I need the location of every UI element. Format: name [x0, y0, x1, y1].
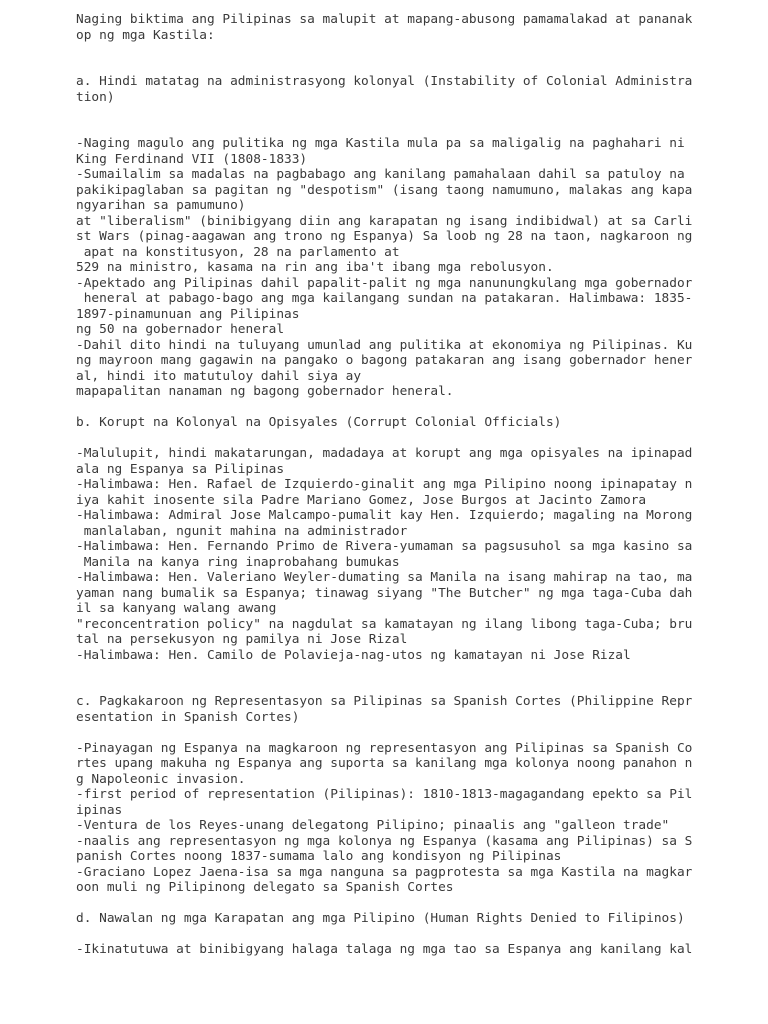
- document-line: tal na persekusyon ng pamilya ni Jose Rizal: [76, 632, 408, 647]
- document-line: tion): [76, 89, 115, 105]
- document-line: mapapalitan nanaman ng bagong gobernador heneral.: [76, 384, 454, 399]
- document-line: 529 na ministro, kasama na rin ang iba't ibang mga rebolusyon.: [76, 260, 554, 275]
- document-line: [76, 105, 756, 121]
- document-line: ng 50 na gobernador heneral: [76, 322, 285, 337]
- document-line: -Halimbawa: Hen. Fernando Primo de Rivera-yumaman sa pagsusuhol sa mga kasino sa: [76, 539, 693, 554]
- document-line: -Graciano Lopez Jaena-isa sa mga nanguna sa pagprotesta sa mga Kastila na magkar: [76, 864, 693, 880]
- document-line: ipinas: [76, 802, 123, 818]
- document-line: yaman nang bumalik sa Espanya; tinawag siyang "The Butcher" ng mga taga-Cuba dah: [76, 585, 693, 601]
- document-line: st Wars (pinag-aagawan ang trono ng Espanya) Sa loob ng 28 na taon, nagkaroon ng: [76, 229, 693, 244]
- document-line: [76, 431, 756, 447]
- document-line: il sa kanyang walang awang: [76, 601, 277, 616]
- document-line: -Apektado ang Pilipinas dahil papalit-palit ng mga nanunungkulang mga gobernador: [76, 275, 693, 291]
- document-line: -Ikinatutuwa at binibigyang halaga talaga ng mga tao sa Espanya ang kanilang kal: [76, 942, 693, 957]
- document-line: -Halimbawa: Hen. Rafael de Izquierdo-ginalit ang mga Pilipino noong ipinapatay n: [76, 477, 693, 492]
- document-line: ngyarihan sa pamumuno): [76, 198, 246, 213]
- document-line: -Dahil dito hindi na tuluyang umunlad ang pulitika at ekonomiya ng Pilipinas. Ku: [76, 337, 693, 353]
- document-line: -Naging magulo ang pulitika ng mga Kastila mula pa sa maligalig na paghahari ni: [76, 136, 685, 151]
- document-line: Naging biktima ang Pilipinas sa malupit at mapang-abusong pamamalakad at pananak: [76, 12, 693, 27]
- document-line: panish Cortes noong 1837-sumama lalo ang kondisyon ng Pilipinas: [76, 849, 562, 864]
- document-line: rtes upang makuha ng Espanya ang suporta sa kanilang mga kolonya noong panahon n: [76, 756, 693, 771]
- document-line: [76, 679, 756, 695]
- document-line: -Halimbawa: Hen. Camilo de Polavieja-nag-utos ng kamatayan ni Jose Rizal: [76, 647, 631, 663]
- document-line: -Sumailalim sa madalas na pagbabago ang kanilang pamahalaan dahil sa patuloy na: [76, 167, 685, 182]
- document-line: "reconcentration policy" na nagdulat sa kamatayan ng ilang libong taga-Cuba; bru: [76, 616, 693, 632]
- document-line: [76, 725, 756, 741]
- document-line: a. Hindi matatag na administrasyong kolonyal (Instability of Colonial Administra: [76, 74, 693, 89]
- document-line: g Napoleonic invasion.: [76, 771, 246, 787]
- document-line: Manila na kanya ring inaprobahang bumukas: [76, 554, 400, 570]
- document-line: c. Pagkakaroon ng Representasyon sa Pilipinas sa Spanish Cortes (Philippine Repr: [76, 694, 693, 709]
- document-line: -Pinayagan ng Espanya na magkaroon ng representasyon ang Pilipinas sa Spanish Co: [76, 740, 693, 756]
- document-line: [76, 400, 756, 416]
- document-line: pakikipaglaban sa pagitan ng "despotism" (isang taong namumuno, malakas ang kapa: [76, 182, 693, 198]
- document-line: -first period of representation (Pilipinas): 1810-1813-magagandang epekto sa Pil: [76, 787, 693, 802]
- document-line: heneral at pabago-bago ang mga kailangang sundan na patakaran. Halimbawa: 1835-: [76, 291, 693, 306]
- document-line: manlalaban, ngunit mahina na administrador: [76, 523, 408, 539]
- document-line: -Halimbawa: Hen. Valeriano Weyler-dumating sa Manila na isang mahirap na tao, ma: [76, 570, 693, 585]
- document-line: al, hindi ito matutuloy dahil siya ay: [76, 368, 362, 384]
- document-line: ng mayroon mang gagawin na pangako o bagong patakaran ang isang gobernador hener: [76, 353, 693, 368]
- document-line: iya kahit inosente sila Padre Mariano Gomez, Jose Burgos at Jacinto Zamora: [76, 492, 647, 508]
- document-line: [76, 59, 756, 75]
- document-line: King Ferdinand VII (1808-1833): [76, 151, 308, 167]
- document-line: oon muli ng Pilipinong delegato sa Spanish Cortes: [76, 880, 454, 895]
- document-line: ala ng Espanya sa Pilipinas: [76, 461, 285, 477]
- document-line: at "liberalism" (binibigyang diin ang karapatan ng isang indibidwal) at sa Carli: [76, 213, 693, 229]
- document-line: [76, 927, 756, 943]
- document-line: -Halimbawa: Admiral Jose Malcampo-pumalit kay Hen. Izquierdo; magaling na Morong: [76, 508, 693, 523]
- document-line: op ng mga Kastila:: [76, 27, 215, 43]
- document-line: apat na konstitusyon, 28 na parlamento at: [76, 244, 400, 260]
- document-line: b. Korupt na Kolonyal na Opisyales (Corrupt Colonial Officials): [76, 415, 562, 430]
- document-body-text: [76, 12, 756, 958]
- document-line: -naalis ang representasyon ng mga kolonya ng Espanya (kasama ang Pilipinas) sa S: [76, 833, 693, 849]
- document-line: [76, 663, 756, 679]
- document-line: -Malulupit, hindi makatarungan, madadaya at korupt ang mga opisyales na ipinapad: [76, 446, 693, 461]
- document-line: [76, 896, 756, 912]
- document-line: -Ventura de los Reyes-unang delegatong Pilipino; pinaalis ang "galleon trade": [76, 818, 670, 833]
- document-line: [76, 121, 756, 137]
- document-line: d. Nawalan ng mga Karapatan ang mga Pilipino (Human Rights Denied to Filipinos): [76, 911, 685, 926]
- document-line: [76, 43, 756, 59]
- document-line: 1897-pinamunuan ang Pilipinas: [76, 306, 300, 322]
- document-line: esentation in Spanish Cortes): [76, 709, 300, 725]
